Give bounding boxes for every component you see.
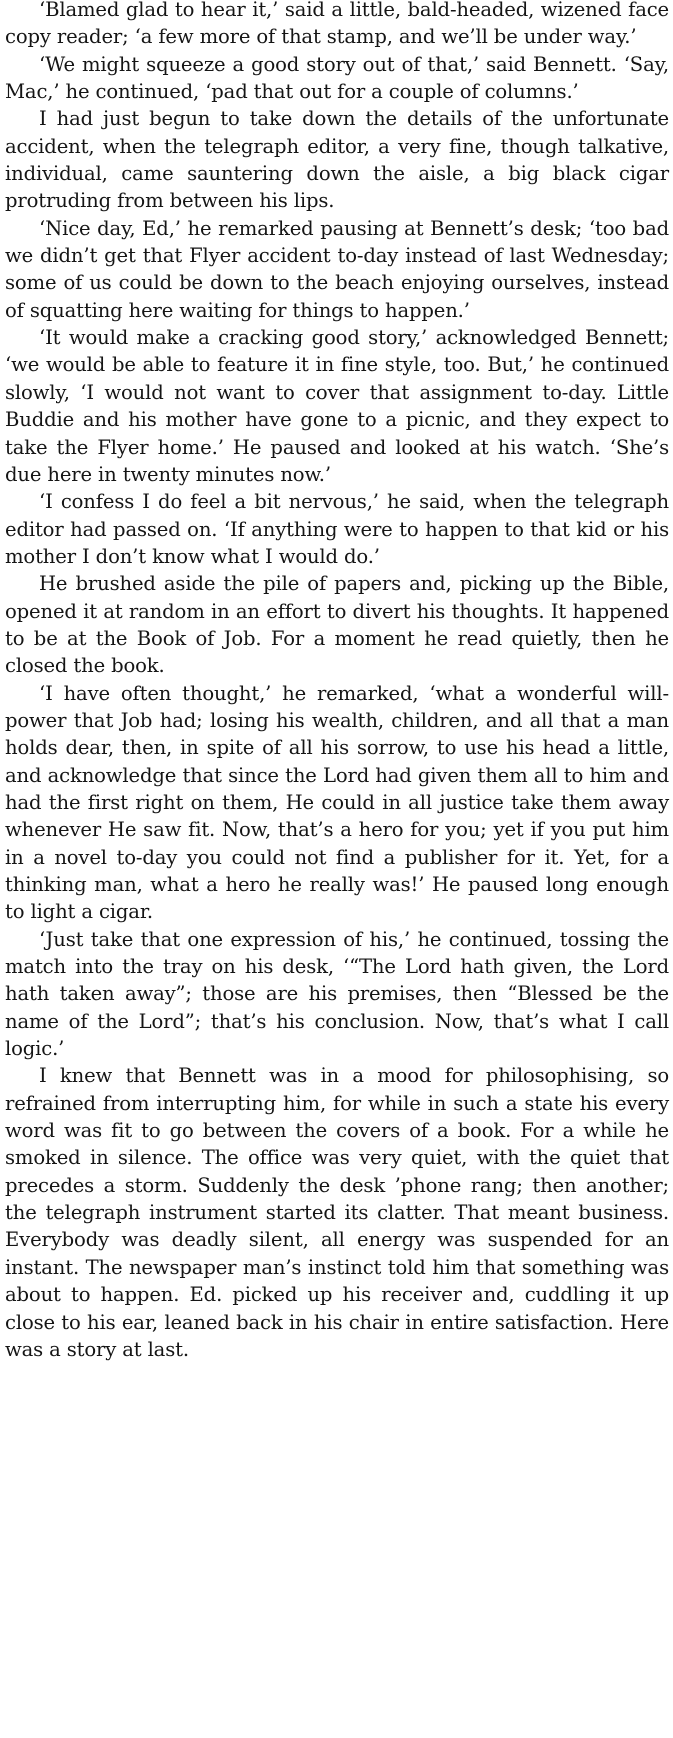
- paragraph: ‘I confess I do feel a bit nervous,’ he said, when the telegraph editor had passed on. ‘If anything were to happen to that kid or his mother I don’t know what I would do.’: [5, 490, 669, 568]
- paragraph: ‘Blamed glad to hear it,’ said a little, bald-headed, wizened face copy reader; ‘a few more of that stamp, and we’ll be under way.’: [5, 0, 669, 49]
- paragraph: ‘I have often thought,’ he remarked, ‘what a wonderful will-power that Job had; losing his wealth, children, and all that a man holds dear, then, in spite of all his sorrow, to use his head a little, and acknowledge that since the Lord had given them all to him and had the first right on them, He could in all justice take them away whenever He saw fit. Now, that’s a hero for you; yet if you put him in a novel to-day you could not find a publisher for it. Yet, for a thinking man, what a hero he really was!’ He paused long enough to light a cigar.: [5, 681, 669, 924]
- paragraph: I had just begun to take down the details of the unfortunate accident, when the telegraph editor, a very fine, though talkative, individual, came sauntering down the aisle, a big black cigar protruding from between his lips.: [5, 107, 669, 213]
- paragraph: ‘We might squeeze a good story out of that,’ said Bennett. ‘Say, Mac,’ he continued, ‘pad that out for a couple of columns.’: [5, 52, 669, 104]
- paragraph: He brushed aside the pile of papers and, picking up the Bible, opened it at random in an effort to divert his thoughts. It happened to be at the Book of Job. For a moment he read quietly, then he closed the book.: [5, 572, 669, 678]
- paragraph: ‘It would make a cracking good story,’ acknowledged Bennett; ‘we would be able to feature it in fine style, too. But,’ he continued slowly, ‘I would not want to cover that assignment to-day. Little Buddie and his mother have gone to a picnic, and they expect to take the Flyer home.’ He paused and looked at his watch. ‘She’s due here in twenty minutes now.’: [5, 326, 669, 486]
- paragraph: ‘Nice day, Ed,’ he remarked pausing at Bennett’s desk; ‘too bad we didn’t get that Flyer accident to-day instead of last Wednesday; some of us could be down to the beach enjoying ourselves, instead of squatting here waiting for things to happen.’: [5, 216, 669, 322]
- paragraph: I knew that Bennett was in a mood for philosophising, so refrained from interrupting him, for while in such a state his every word was fit to go between the covers of a book. For a while he smoked in silence. The office was very quiet, with the quiet that precedes a storm. Suddenly the desk ’phone rang; then another; the telegraph instrument started its clatter. That meant business. Everybody was deadly silent, all energy was suspended for an instant. The newspaper man’s instinct told him that something was about to happen. Ed. picked up his receiver and, cuddling it up close to his ear, leaned back in his chair in entire satisfaction. Here was a story at last.: [5, 1064, 669, 1361]
- paragraph: ‘Just take that one expression of his,’ he continued, tossing the match into the tray on his desk, ‘“The Lord hath given, the Lord hath taken away”; those are his premises, then “Blessed be the name of the Lord”; that’s his conclusion. Now, that’s what I call logic.’: [5, 927, 669, 1061]
